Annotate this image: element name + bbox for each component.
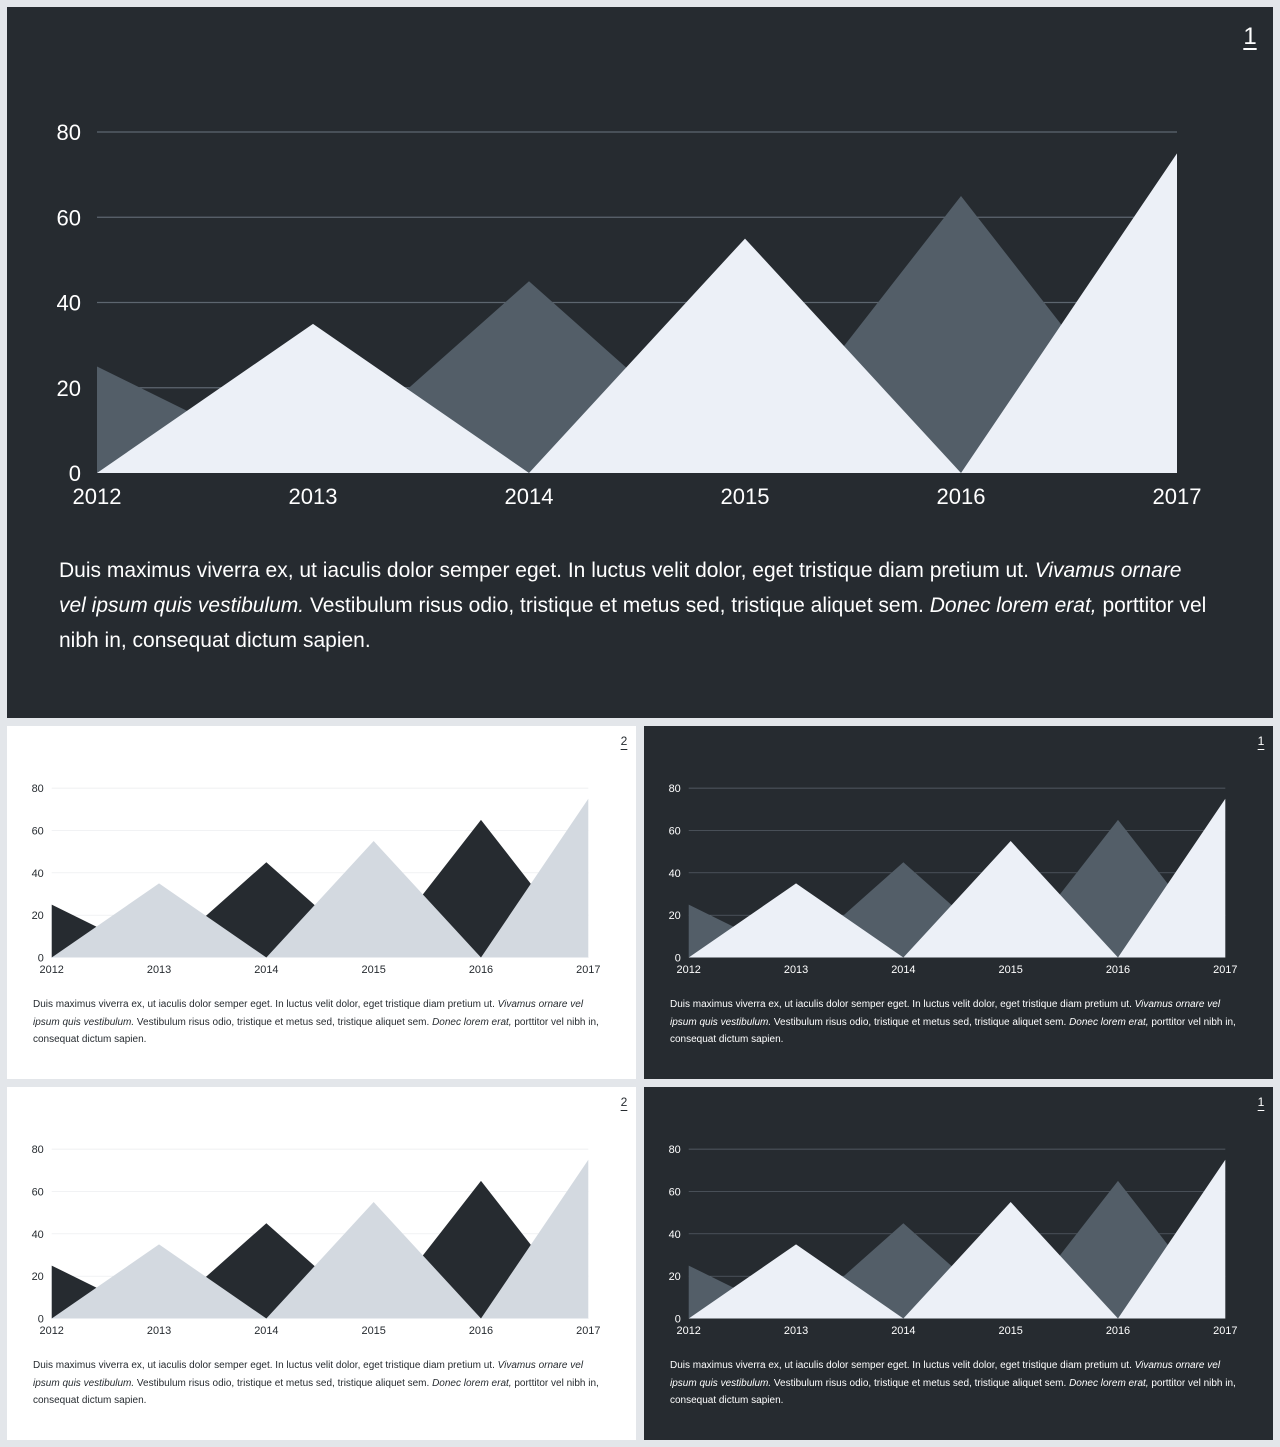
x-tick-label: 2017 <box>1213 1324 1238 1337</box>
chart-caption <box>59 553 1209 658</box>
caption-text-1: Duis maximus viverra ex, ut iaculis dolor semper eget. In luctus velit dolor, eget tristique diam pretium ut. <box>33 1360 498 1371</box>
y-tick-label: 20 <box>31 1271 44 1284</box>
y-tick-label: 40 <box>31 867 44 880</box>
caption-italic-2: Donec lorem erat, <box>1069 1377 1149 1389</box>
caption-italic-1: Vivamus ornare vel ipsum quis vestibulum. <box>670 1360 1221 1389</box>
slide-thumbnail-light-2[interactable] <box>7 1087 636 1440</box>
y-tick-label: 80 <box>31 783 44 796</box>
y-tick-label: 0 <box>674 952 681 965</box>
x-tick-label: 2015 <box>720 484 770 509</box>
y-tick-label: 20 <box>56 375 81 401</box>
y-tick-label: 0 <box>68 461 81 486</box>
y-tick-label: 80 <box>668 1144 681 1157</box>
page-number: 1 <box>1243 23 1257 50</box>
x-tick-label: 2014 <box>254 963 279 976</box>
page-number: 2 <box>620 1095 628 1109</box>
y-tick-label: 80 <box>56 120 81 145</box>
chart-caption <box>670 1357 1245 1410</box>
x-tick-label: 2013 <box>288 484 338 509</box>
x-tick-label: 2015 <box>998 963 1023 976</box>
caption-text-3: porttitor vel nibh in, consequat dictum sapien. <box>33 1016 599 1045</box>
y-tick-label: 40 <box>668 1228 681 1241</box>
y-tick-label: 60 <box>31 825 44 838</box>
x-tick-label: 2012 <box>72 484 122 509</box>
x-tick-label: 2013 <box>146 963 172 976</box>
x-tick-label: 2013 <box>783 1324 809 1337</box>
y-tick-label: 20 <box>668 1271 681 1284</box>
x-tick-label: 2012 <box>676 963 701 976</box>
caption-italic-2: Donec lorem erat, <box>1069 1016 1149 1028</box>
chart-caption <box>670 996 1245 1049</box>
y-tick-label: 40 <box>668 867 681 880</box>
caption-text-2: Vestibulum risus odio, tristique et metus sed, tristique aliquet sem. <box>771 1016 1070 1028</box>
x-tick-label: 2014 <box>254 1324 279 1337</box>
y-tick-label: 40 <box>56 290 81 316</box>
caption-italic-2: Donec lorem erat, <box>929 594 1097 617</box>
x-tick-label: 2017 <box>576 963 601 976</box>
page-number: 1 <box>1257 1095 1265 1109</box>
x-tick-label: 2015 <box>361 963 386 976</box>
y-tick-label: 0 <box>674 1313 681 1326</box>
y-tick-label: 60 <box>31 1186 44 1199</box>
caption-italic-1: Vivamus ornare vel ipsum quis vestibulum. <box>59 559 1182 617</box>
caption-text-3: porttitor vel nibh in, consequat dictum sapien. <box>670 1016 1236 1045</box>
x-tick-label: 2016 <box>1105 963 1131 976</box>
y-tick-label: 0 <box>37 952 44 965</box>
y-tick-label: 80 <box>668 783 681 796</box>
caption-text-1: Duis maximus viverra ex, ut iaculis dolor semper eget. In luctus velit dolor, eget tristique diam pretium ut. <box>670 999 1135 1010</box>
y-tick-label: 60 <box>56 205 81 231</box>
y-tick-label: 80 <box>31 1144 44 1157</box>
caption-italic-2: Donec lorem erat, <box>432 1377 512 1389</box>
x-tick-label: 2014 <box>891 1324 916 1337</box>
x-tick-label: 2013 <box>783 963 809 976</box>
y-tick-label: 60 <box>668 1186 681 1199</box>
caption-italic-2: Donec lorem erat, <box>432 1016 512 1028</box>
x-tick-label: 2012 <box>676 1324 701 1337</box>
x-tick-label: 2017 <box>1152 484 1202 509</box>
slide-main <box>7 7 1273 718</box>
caption-italic-1: Vivamus ornare vel ipsum quis vestibulum. <box>33 999 584 1028</box>
x-tick-label: 2013 <box>146 1324 172 1337</box>
caption-text-3: porttitor vel nibh in, consequat dictum sapien. <box>33 1377 599 1406</box>
y-tick-label: 60 <box>668 825 681 838</box>
caption-text-2: Vestibulum risus odio, tristique et metus sed, tristique aliquet sem. <box>771 1377 1070 1389</box>
x-tick-label: 2016 <box>468 1324 494 1337</box>
caption-text-1: Duis maximus viverra ex, ut iaculis dolor semper eget. In luctus velit dolor, eget tristique diam pretium ut. <box>33 999 498 1010</box>
slide-thumbnail-dark-1[interactable] <box>644 726 1273 1079</box>
x-tick-label: 2014 <box>504 484 554 509</box>
page-number: 1 <box>1257 734 1265 748</box>
x-tick-label: 2017 <box>1213 963 1238 976</box>
caption-text-1: Duis maximus viverra ex, ut iaculis dolor semper eget. In luctus velit dolor, eget tristique diam pretium ut. <box>59 559 1035 582</box>
caption-italic-1: Vivamus ornare vel ipsum quis vestibulum. <box>33 1360 584 1389</box>
caption-italic-1: Vivamus ornare vel ipsum quis vestibulum. <box>670 999 1221 1028</box>
caption-text-1: Duis maximus viverra ex, ut iaculis dolor semper eget. In luctus velit dolor, eget tristique diam pretium ut. <box>670 1360 1135 1371</box>
caption-text-2: Vestibulum risus odio, tristique et metus sed, tristique aliquet sem. <box>134 1377 433 1389</box>
x-tick-label: 2016 <box>936 484 986 509</box>
caption-text-3: porttitor vel nibh in, consequat dictum sapien. <box>59 594 1207 652</box>
chart-caption <box>33 1357 608 1410</box>
x-tick-label: 2016 <box>1105 1324 1131 1337</box>
y-tick-label: 40 <box>31 1228 44 1241</box>
x-tick-label: 2012 <box>39 963 64 976</box>
y-tick-label: 20 <box>668 910 681 923</box>
page-number: 2 <box>620 734 628 748</box>
x-tick-label: 2012 <box>39 1324 64 1337</box>
slide-thumbnail-light-1[interactable] <box>7 726 636 1079</box>
chart-caption <box>33 996 608 1049</box>
caption-text-2: Vestibulum risus odio, tristique et metus sed, tristique aliquet sem. <box>134 1016 433 1028</box>
x-tick-label: 2016 <box>468 963 494 976</box>
caption-text-3: porttitor vel nibh in, consequat dictum sapien. <box>670 1377 1236 1406</box>
x-tick-label: 2017 <box>576 1324 601 1337</box>
slide-thumbnail-dark-2[interactable] <box>644 1087 1273 1440</box>
y-tick-label: 20 <box>31 910 44 923</box>
x-tick-label: 2015 <box>361 1324 386 1337</box>
x-tick-label: 2015 <box>998 1324 1023 1337</box>
caption-text-2: Vestibulum risus odio, tristique et metus sed, tristique aliquet sem. <box>304 594 930 617</box>
x-tick-label: 2014 <box>891 963 916 976</box>
y-tick-label: 0 <box>37 1313 44 1326</box>
